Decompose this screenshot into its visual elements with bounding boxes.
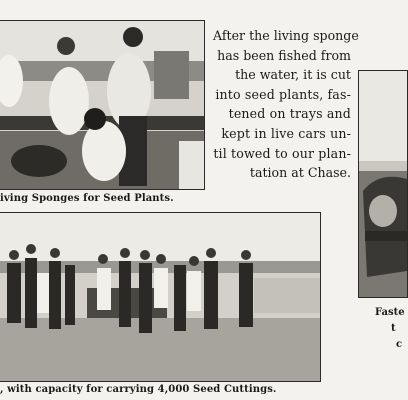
photo3-caption (358, 305, 405, 353)
photo3-caption-line: t (391, 323, 396, 334)
photo-cutting-sponges (0, 20, 205, 190)
paragraph-line: the water, it is cut (235, 67, 351, 83)
paragraph-line: kept in live cars un- (221, 125, 351, 141)
photo-crowd-carrying-tray (0, 212, 321, 382)
paragraph-line: tation at Chase. (249, 165, 351, 181)
paragraph-line: After the living sponge (213, 28, 359, 43)
photo2-caption: , with capacity for carrying 4,000 Seed Cuttings. (0, 384, 277, 395)
paragraph-line: tened on trays and (228, 106, 351, 122)
photo3-caption-line: Faste (375, 307, 405, 318)
photo-boat-partial (358, 70, 408, 298)
paragraph-line: til towed to our plan- (213, 145, 351, 161)
photo1-caption: iving Sponges for Seed Plants. (0, 193, 174, 204)
body-paragraph (213, 26, 359, 183)
photo3-caption-line: c (396, 339, 403, 350)
paragraph-line: into seed plants, fas- (215, 86, 351, 102)
paragraph-line: has been fished from (217, 47, 351, 63)
